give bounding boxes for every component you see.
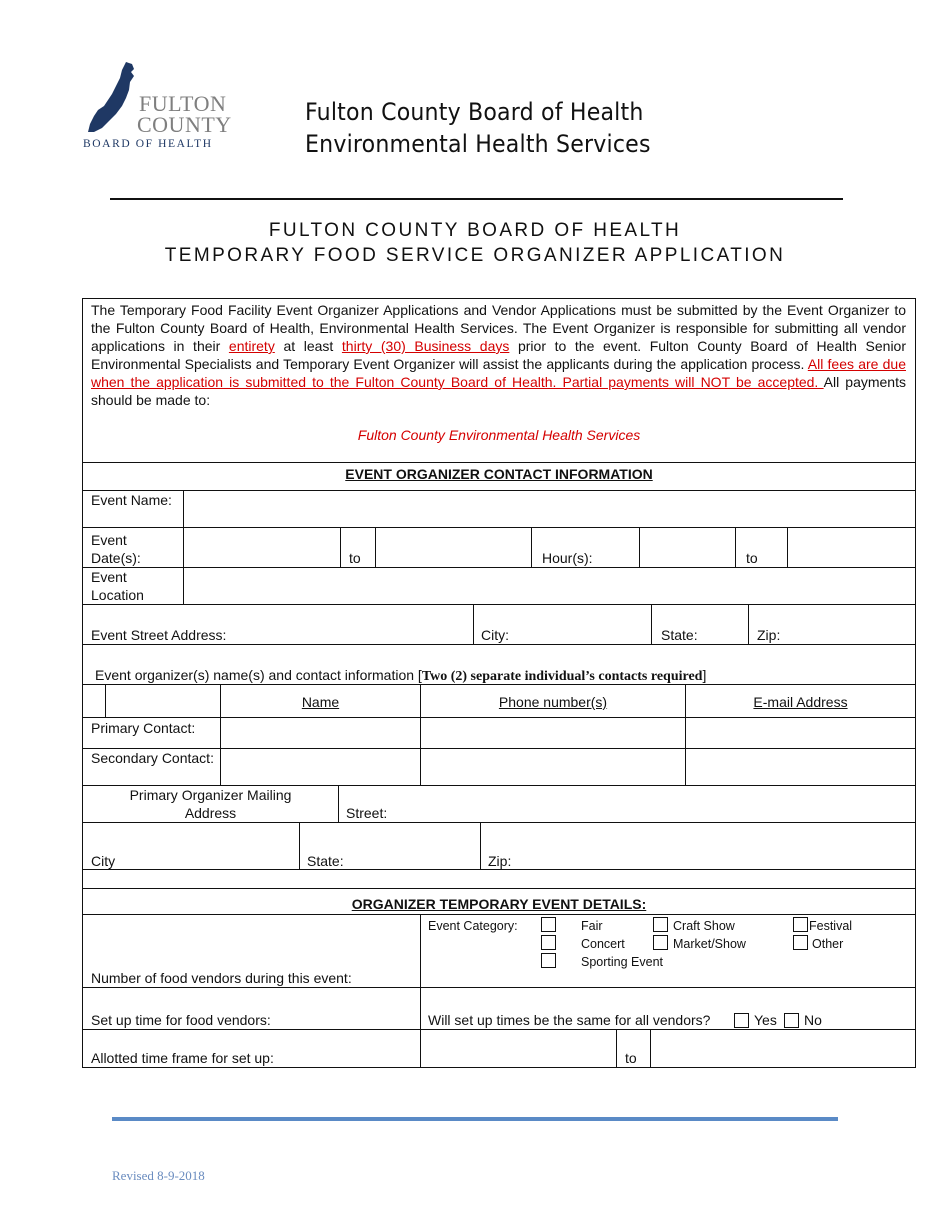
footer-divider — [112, 1117, 838, 1121]
event-category-label: Event Category: — [428, 919, 518, 933]
setup-yes-checkbox[interactable] — [734, 1013, 749, 1028]
fulton-county-logo — [82, 60, 257, 155]
header-divider — [110, 198, 843, 200]
hours-end-input[interactable] — [788, 528, 915, 567]
allotted-to-label: to — [625, 1050, 637, 1066]
fair-label: Fair — [581, 919, 603, 933]
setup-yes-label: Yes — [754, 1012, 777, 1028]
festival-checkbox[interactable] — [793, 917, 808, 932]
intro-fees-2: are due when the application is submitted to the Fulton County Board of Health. Partial payments will NOT be accepted. — [91, 356, 906, 390]
other-label: Other — [812, 937, 844, 951]
setup-no-label: No — [804, 1012, 822, 1028]
setup-time-label: Set up time for food vendors: — [91, 1012, 271, 1028]
event-name-input[interactable] — [184, 491, 915, 527]
intro-paragraph — [91, 301, 906, 409]
application-form — [82, 298, 916, 1068]
concert-label: Concert — [581, 937, 625, 951]
city-label: City: — [481, 627, 509, 643]
event-dates-label: Event Date(s): — [91, 532, 141, 566]
secondary-contact-label: Secondary Contact: — [91, 750, 214, 766]
state-label: State: — [661, 627, 698, 643]
col-name-header: Name — [301, 694, 340, 710]
mailing-city-label: City — [91, 853, 116, 869]
intro-thirty-days: thirty (30) Business days — [341, 338, 510, 354]
event-location-label: Event Location — [91, 569, 144, 603]
mailing-address-label: Primary Organizer Mailing Address — [129, 787, 292, 821]
primary-contact-label: Primary Contact: — [91, 720, 196, 736]
craft-show-checkbox[interactable] — [653, 917, 668, 932]
header-title-2: Environmental Health Services — [305, 130, 651, 158]
col-phone-header: Phone number(s) — [498, 694, 608, 710]
hours-label: Hour(s): — [542, 550, 593, 566]
intro-fees-1: All fees — [807, 356, 855, 372]
organizer-note-plain: Event organizer(s) name(s) and contact information [ — [95, 667, 422, 683]
other-checkbox[interactable] — [793, 935, 808, 950]
intro-text-3: prior to the event. Fulton County Board of Health Senior Environmental Specialists and Temporary Event Organizer will assist the applicants during the application process. — [91, 338, 906, 372]
mailing-street-label: Street: — [346, 805, 388, 821]
form-title-line-2: TEMPORARY FOOD SERVICE ORGANIZER APPLICATION — [164, 245, 786, 266]
county-map-icon — [82, 60, 142, 138]
form-title-line-1: FULTON COUNTY BOARD OF HEALTH — [268, 220, 682, 241]
event-date-end-input[interactable] — [376, 528, 531, 567]
intro-text-2: at least — [274, 338, 342, 354]
mailing-zip-label: Zip: — [488, 853, 512, 869]
logo-line-fulton: FULTON — [139, 91, 227, 116]
allotted-end-input[interactable] — [651, 1030, 915, 1068]
primary-name-input[interactable] — [221, 718, 420, 748]
organizer-note-end: ] — [702, 667, 707, 683]
intro-entirety: entirety — [228, 338, 275, 354]
primary-phone-input[interactable] — [421, 718, 685, 748]
payee-name: Fulton County Environmental Health Services — [357, 427, 641, 443]
logo-line-board: BOARD OF HEALTH — [83, 138, 213, 150]
header-title-1: Fulton County Board of Health — [305, 98, 644, 126]
secondary-email-input[interactable] — [686, 749, 915, 785]
sporting-event-checkbox[interactable] — [541, 953, 556, 968]
zip-label: Zip: — [757, 627, 781, 643]
num-vendors-label: Number of food vendors during this event: — [91, 970, 352, 986]
allotted-start-input[interactable] — [421, 1030, 616, 1068]
same-setup-question: Will set up times be the same for all vendors? — [428, 1012, 711, 1028]
primary-email-input[interactable] — [686, 718, 915, 748]
organizer-note-bold: Two (2) separate individual’s contacts required — [421, 669, 703, 684]
details-section-heading: ORGANIZER TEMPORARY EVENT DETAILS: — [351, 896, 647, 912]
intro-text-4: All payments should be made to: — [91, 374, 906, 408]
craft-show-label: Craft Show — [673, 919, 735, 933]
hours-start-input[interactable] — [640, 528, 735, 567]
secondary-phone-input[interactable] — [421, 749, 685, 785]
organizer-contacts-note — [95, 666, 706, 686]
mailing-state-label: State: — [307, 853, 344, 869]
event-date-start-input[interactable] — [184, 528, 340, 567]
contact-section-heading: EVENT ORGANIZER CONTACT INFORMATION — [345, 466, 653, 482]
event-name-label: Event Name: — [91, 492, 172, 508]
market-show-checkbox[interactable] — [653, 935, 668, 950]
event-location-input[interactable] — [184, 568, 915, 604]
sporting-event-label: Sporting Event — [581, 955, 663, 969]
col-email-header: E-mail Address — [753, 694, 848, 710]
intro-text-1: The Temporary Food Facility Event Organizer Applications and Vendor Applications must be submitted by the Event Organizer to the Fulton County Board of Health, Environmental Health Services. The Event Organizer is responsible for submitting all vendor applications in their — [91, 302, 906, 354]
market-show-label: Market/Show — [673, 937, 746, 951]
revision-date: Revised 8-9-2018 — [112, 1168, 205, 1183]
festival-label: Festival — [809, 919, 853, 933]
concert-checkbox[interactable] — [541, 935, 556, 950]
event-dates-to-label: to — [349, 550, 361, 566]
street-address-label: Event Street Address: — [91, 627, 227, 643]
hours-to-label: to — [746, 550, 758, 566]
allotted-time-label: Allotted time frame for set up: — [91, 1050, 274, 1066]
secondary-name-input[interactable] — [221, 749, 420, 785]
fair-checkbox[interactable] — [541, 917, 556, 932]
setup-no-checkbox[interactable] — [784, 1013, 799, 1028]
logo-line-county: COUNTY — [137, 112, 232, 137]
